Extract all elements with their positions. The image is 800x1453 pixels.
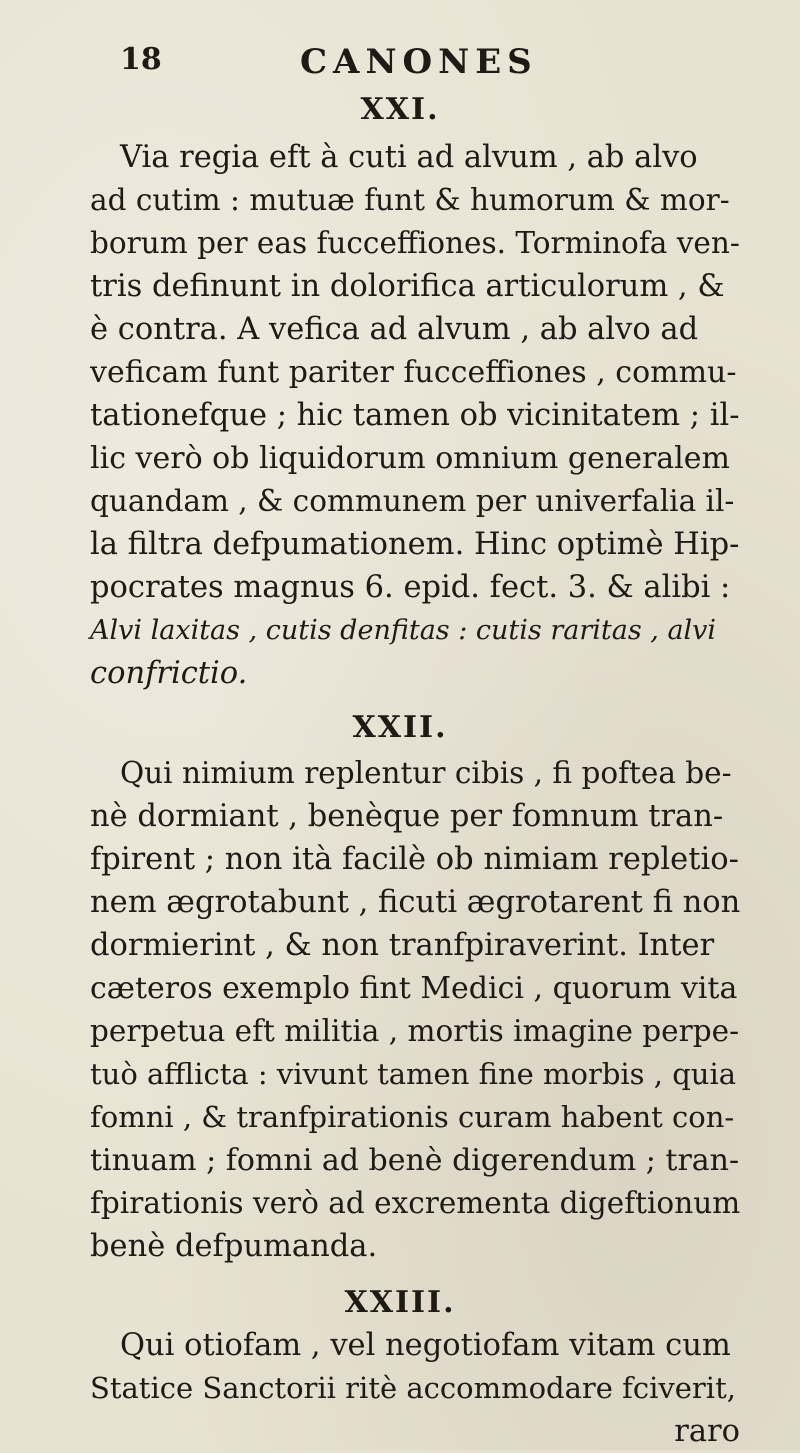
paragraph-xxii — [90, 752, 740, 1268]
text-line: fpirent ; non ità facilè ob nimiam repletio- — [90, 842, 739, 877]
text-line: nem ægrotabunt , ficuti ægrotarent fi non — [90, 885, 741, 920]
text-line: fpirationis verò ad excrementa digeftionum — [90, 1186, 741, 1220]
text-line: lic verò ob liquidorum omnium generalem — [90, 441, 730, 476]
page-header — [120, 42, 680, 82]
section-number-xxi: XXI. — [360, 92, 440, 127]
text-line: perpetua eft militia , mortis imagine perpe- — [90, 1014, 740, 1048]
text-line: borum per eas fucceffiones. Torminofa ven- — [90, 226, 740, 260]
text-line: pocrates magnus 6. epid. fect. 3. & alibi : — [90, 570, 731, 605]
paragraph-xxiii — [90, 1324, 740, 1453]
running-head: CANONES — [300, 42, 538, 82]
text-line: veficam funt pariter fucceffiones , commu- — [90, 355, 737, 390]
text-line: fomni , & tranfpirationis curam habent con- — [90, 1100, 735, 1134]
text-line: Qui otiofam , vel negotiofam vitam cum — [120, 1328, 731, 1363]
text-line: tris definunt in dolorifica articulorum , & — [90, 269, 725, 304]
text-line-italic: confrictio. — [90, 656, 248, 691]
text-line: cæteros exemplo fint Medici , quorum vita — [90, 971, 738, 1006]
text-line: tuò afflicta : vivunt tamen fine morbis , quia — [90, 1057, 737, 1091]
text-line: è contra. A vefica ad alvum , ab alvo ad — [90, 312, 699, 347]
text-line: tinuam ; fomni ad benè digerendum ; tran- — [90, 1143, 740, 1178]
text-line: benè defpumanda. — [90, 1229, 378, 1264]
page-number: 18 — [120, 42, 162, 77]
text-line: dormierint , & non tranfpiraverint. Inter — [90, 928, 715, 963]
text-line: tationefque ; hic tamen ob vicinitatem ; il- — [90, 398, 740, 433]
text-line: Statice Sanctorii ritè accommodare fciverit, — [90, 1371, 736, 1405]
text-line-italic: Alvi laxitas , cutis denfitas : cutis raritas , alvi — [90, 615, 717, 646]
section-number-xxii: XXII. — [352, 710, 448, 745]
paragraph-xxi — [90, 136, 740, 695]
section-number-xxiii: XXIII. — [344, 1285, 456, 1320]
text-line: nè dormiant , benèque per fomnum tran- — [90, 799, 724, 834]
text-line: quandam , & communem per univerfalia il- — [90, 484, 735, 518]
catchword: raro — [674, 1414, 740, 1449]
text-line: la filtra defpumationem. Hinc optimè Hip- — [90, 527, 740, 562]
text-line: Qui nimium replentur cibis , fi poftea be- — [120, 756, 732, 790]
text-line: ad cutim : mutuæ funt & humorum & mor- — [90, 183, 730, 217]
text-line: Via regia eft à cuti ad alvum , ab alvo — [120, 140, 698, 175]
